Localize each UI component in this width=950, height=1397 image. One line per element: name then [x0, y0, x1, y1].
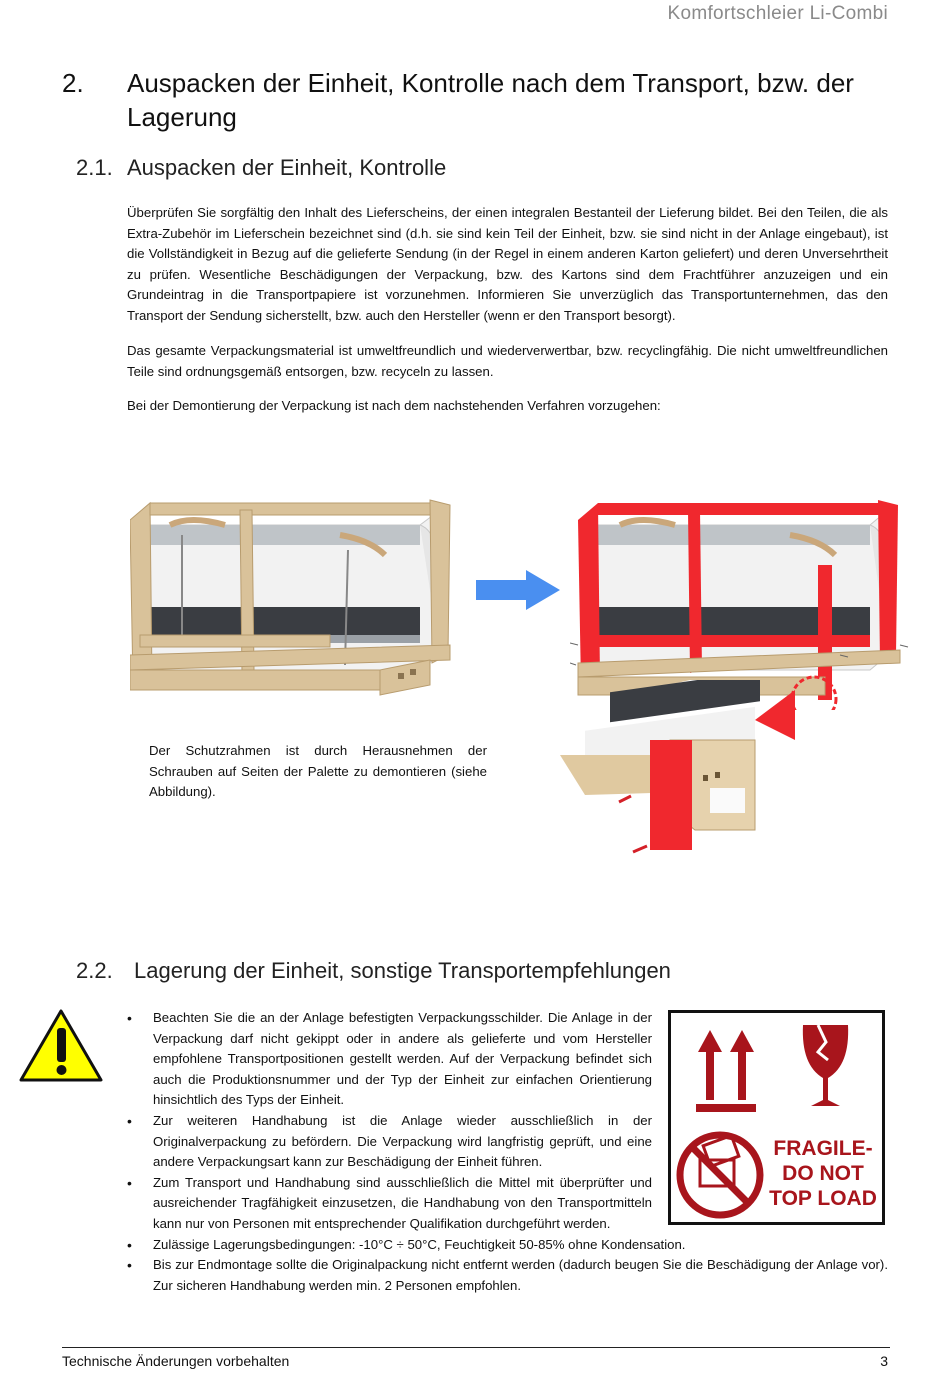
page-number: 3 [880, 1353, 888, 1369]
section-2-number: 2. [62, 68, 84, 98]
footer-divider [62, 1347, 890, 1348]
fragile-text-line-3: TOP LOAD [769, 1187, 877, 1210]
list-item: • Zum Transport und Handhabung sind ausschließlich die Mittel mit überprüfter und ausreichender Tragfähigkeit einzusetzen, die Handhabung von den Transportmitteln kann nur von Personen mit entsprechender Qualifikation durchgeführt werden. [127, 1173, 652, 1235]
warning-icon [18, 1008, 104, 1084]
storage-recommendations-list [127, 1008, 888, 1296]
frame-screw-detail-illustration [555, 680, 820, 870]
direction-arrow-icon [476, 570, 562, 610]
fragile-text-line-1: FRAGILE- [773, 1137, 873, 1160]
section-2-1-paragraph-2: Das gesamte Verpackungsmaterial ist umweltfreundlich und wiederverwertbar, bzw. recyclingfähig. Die nicht umweltfreundlichen Teile sind ordnungsgemäß entsorgen, bzw. recyceln zu lassen. [127, 343, 888, 379]
document-header-title: Komfortschleier Li-Combi [667, 3, 888, 24]
pallet-wooden-frame-illustration [130, 495, 460, 710]
section-2-2-title: Lagerung der Einheit, sonstige Transportempfehlungen [134, 958, 671, 983]
list-item: • Zur weiteren Handhabung ist die Anlage wieder ausschließlich in der Originalverpackung zu befördern. Die Verpackung wird langfristig geprüft, und eine andere Verpackungsart kann zur Beschädigung der Einheit führen. [127, 1111, 652, 1173]
section-2-1-paragraph-1: Überprüfen Sie sorgfältig den Inhalt des Lieferscheins, der einen integralen Bestanteil der Lieferung bildet. Bei den Teilen, die als Extra-Zubehör im Lieferschein bezeichnet sind (d.h. sie sind kein Teil der Einheit, bzw. sie sind nicht in der Anlage eingebaut), ist die Vollständigkeit in Bezug auf die gelieferte Sendung (in der Regel in einem anderen Karton geliefert) und deren Unversehrtheit zu prüfen. Wesentliche Beschädigungen der Verpackung, bzw. des Kartons sind dem Frachtführer anzuzeigen und ein Grundeintrag in die Transportpapiere ist vorzunehmen. Informieren Sie unverzüglich das Transportunternehmen, das den Transport der Sendung sicherstellt, bzw. auch den Hersteller (wenn er den Transport besorgt). [127, 205, 888, 323]
pallet-red-frame-illustration [570, 495, 910, 710]
section-2-1-number: 2.1. [76, 155, 113, 180]
section-2-title: Auspacken der Einheit, Kontrolle nach dem Transport, bzw. der Lagerung [127, 68, 854, 132]
list-item: • Bis zur Endmontage sollte die Originalpackung nicht entfernt werden (dadurch beugen Sie die Beschädigung der Anlage vor). Zur sicheren Handhabung werden min. 2 Personen empfohlen. [127, 1255, 888, 1296]
section-2-1-paragraph-3: Bei der Demontierung der Verpackung ist nach dem nachstehenden Verfahren vorzugehen: [127, 398, 661, 413]
section-2-2-number: 2.2. [76, 958, 113, 983]
frame-removal-caption: Der Schutzrahmen ist durch Herausnehmen der Schrauben auf Seiten der Palette zu demontieren (siehe Abbildung). [149, 743, 487, 800]
fragile-text-line-2: DO NOT [782, 1162, 864, 1185]
list-item: • Beachten Sie die an der Anlage befestigten Verpackungsschilder. Die Anlage in der Verpackung darf nicht gekippt oder in andere als gelieferte und vom Hersteller empfohlene Transportpositionen gestellt werden. Auf der Verpackung befindet sich auch die Produktionsnummer und der Typ der Einheit zur einfachen Orientierung hinsichtlich des Typs der Einheit. [127, 1008, 652, 1111]
list-item: • Zulässige Lagerungsbedingungen: -10°C ÷ 50°C, Feuchtigkeit 50-85% ohne Kondensation. [127, 1235, 888, 1256]
footer-note: Technische Änderungen vorbehalten [62, 1353, 290, 1369]
section-2-1-title: Auspacken der Einheit, Kontrolle [127, 155, 447, 180]
